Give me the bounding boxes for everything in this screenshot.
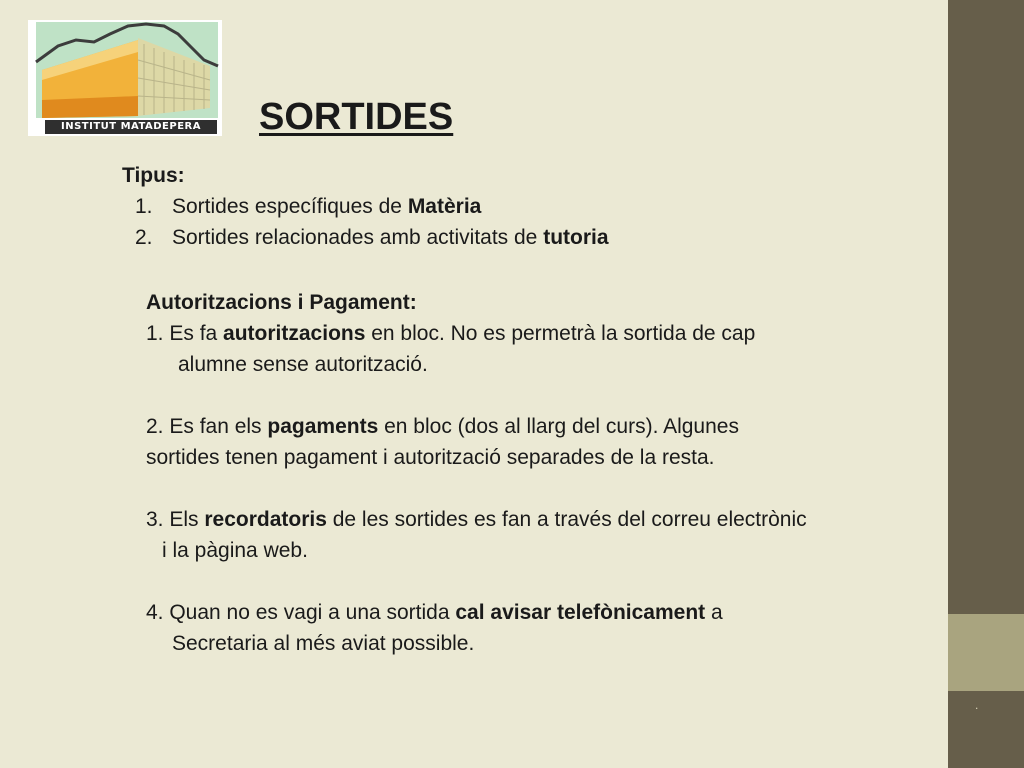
list-item-emphasis: tutoria bbox=[543, 226, 609, 249]
rule-line bbox=[146, 318, 951, 349]
types-heading: Tipus: bbox=[122, 164, 185, 187]
rule-text: 3. Els bbox=[146, 508, 205, 531]
rule-line bbox=[146, 411, 951, 442]
rule-item-2 bbox=[146, 411, 951, 473]
rule-text: 1. Es fa bbox=[146, 322, 224, 345]
list-item bbox=[122, 191, 902, 222]
rule-item-1 bbox=[146, 318, 951, 380]
page-title: SORTIDES bbox=[259, 96, 454, 138]
types-section bbox=[122, 160, 902, 253]
types-list bbox=[122, 191, 902, 253]
sidebar-decoration-light bbox=[948, 614, 1024, 691]
authorizations-section bbox=[146, 287, 951, 690]
rule-line bbox=[146, 597, 951, 628]
rule-text: a bbox=[705, 601, 723, 624]
rule-emphasis: recordatoris bbox=[204, 508, 327, 531]
rule-item-3 bbox=[146, 504, 951, 566]
authorizations-heading: Autoritzacions i Pagament: bbox=[146, 291, 417, 314]
list-item-number: 2. bbox=[135, 226, 153, 249]
list-item-text: Sortides específiques de bbox=[172, 195, 408, 218]
rule-emphasis: cal avisar telefònicament bbox=[455, 601, 706, 624]
school-logo bbox=[28, 20, 222, 136]
rule-text: 2. Es fan els bbox=[146, 415, 268, 438]
list-item-text: Sortides relacionades amb activitats de bbox=[172, 226, 544, 249]
rule-item-4 bbox=[146, 597, 951, 659]
logo-caption: INSTITUT MATADEPERA bbox=[45, 120, 217, 134]
list-item-number: 1. bbox=[135, 195, 153, 218]
rule-emphasis: pagaments bbox=[267, 415, 379, 438]
rule-text: 4. Quan no es vagi a una sortida bbox=[146, 601, 456, 624]
rule-text: en bloc (dos al llarg del curs). Algunes bbox=[378, 415, 739, 438]
rule-continuation: i la pàgina web. bbox=[162, 539, 308, 562]
rule-text: de les sortides es fan a través del correu electrònic bbox=[326, 508, 807, 531]
rule-text: en bloc. No es permetrà la sortida de cap bbox=[365, 322, 756, 345]
logo-graphic bbox=[28, 20, 222, 136]
rule-emphasis: autoritzacions bbox=[223, 322, 366, 345]
rule-line bbox=[146, 504, 951, 535]
slide-marker: . bbox=[975, 698, 979, 712]
list-item bbox=[122, 222, 902, 253]
list-item-emphasis: Matèria bbox=[407, 195, 482, 218]
rule-continuation: sortides tenen pagament i autorització separades de la resta. bbox=[146, 446, 715, 469]
rule-continuation: alumne sense autorització. bbox=[178, 353, 428, 376]
rule-continuation: Secretaria al més aviat possible. bbox=[172, 632, 475, 655]
